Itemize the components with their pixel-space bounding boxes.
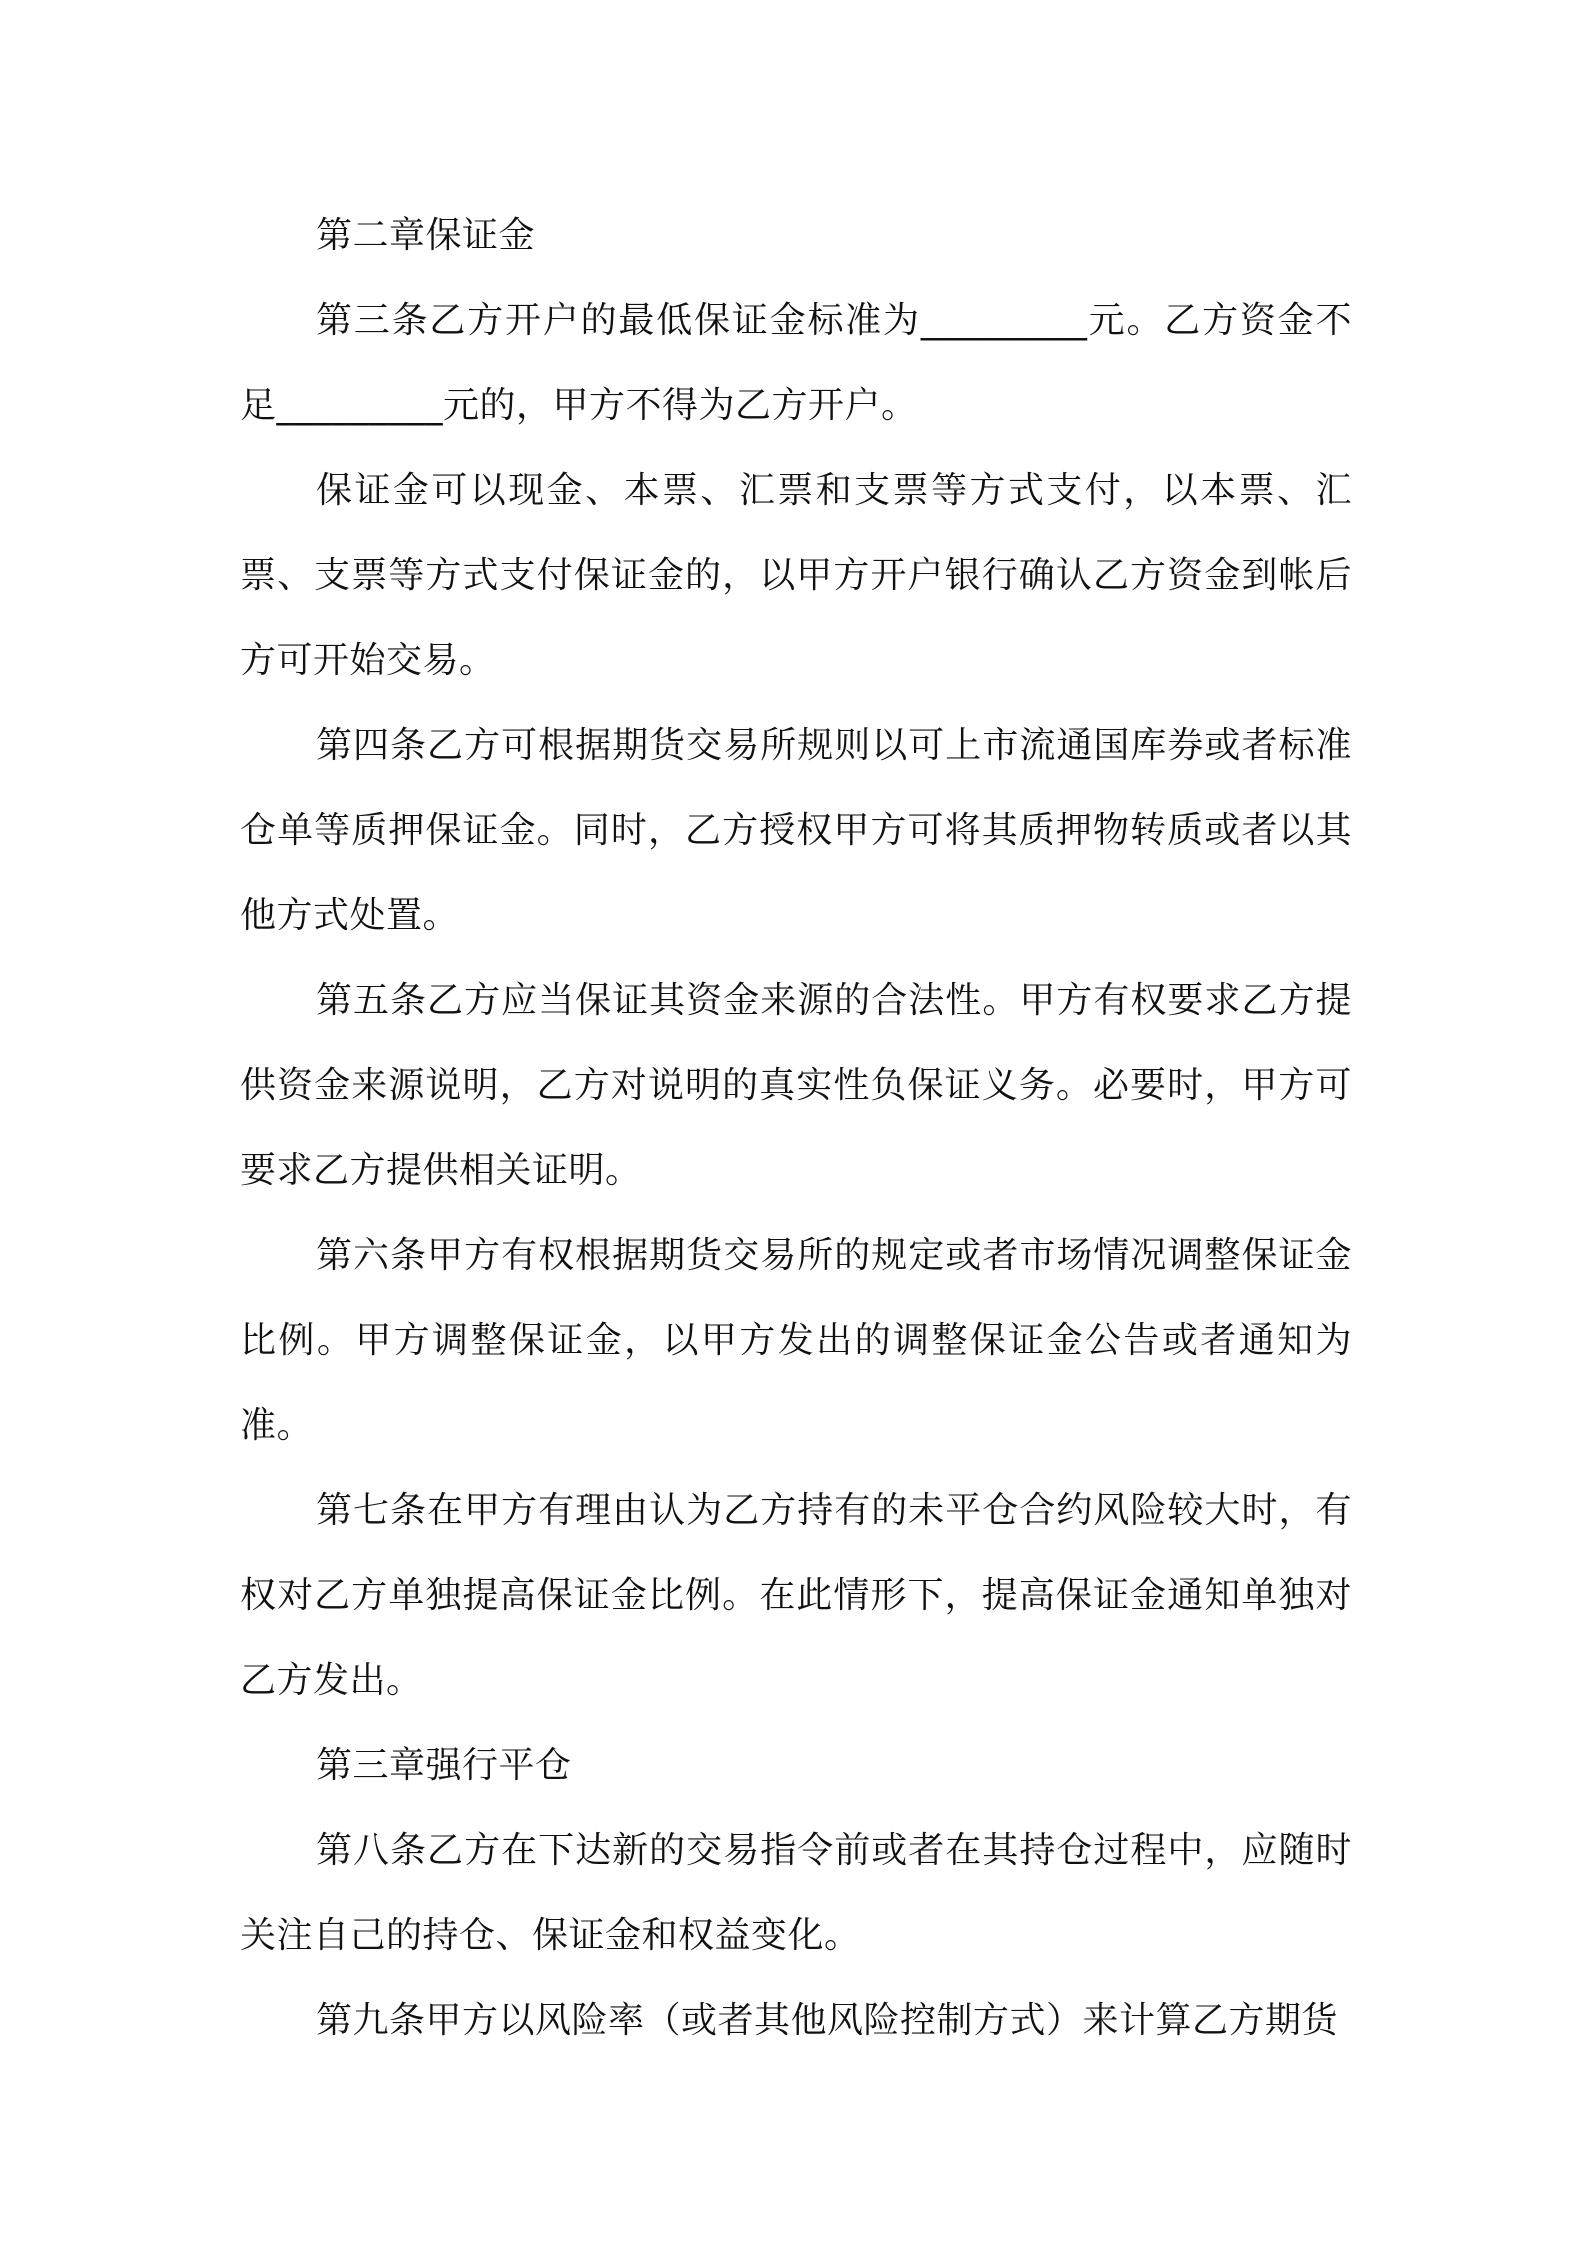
chapter-heading: 第三章强行平仓 <box>316 1745 572 1786</box>
document-body <box>240 193 1352 2063</box>
chapter-heading: 第二章保证金 <box>316 215 536 256</box>
article-paragraph: 第九条甲方以风险率（或者其他风险控制方式）来计算乙方期货 <box>316 2000 1339 2041</box>
article-paragraph: 第六条甲方有权根据期货交易所的规定或者市场情况调整保证金比例。甲方调整保证金，以甲方发出的调整保证金公告或者通知为准。 <box>240 1235 1352 1446</box>
article-paragraph: 第五条乙方应当保证其资金来源的合法性。甲方有权要求乙方提供资金来源说明，乙方对说明的真实性负保证义务。必要时，甲方可要求乙方提供相关证明。 <box>240 980 1352 1191</box>
article-paragraph: 第三条乙方开户的最低保证金标准为_________元。乙方资金不足_________元的，甲方不得为乙方开户。 <box>240 300 1352 426</box>
article-paragraph: 第七条在甲方有理由认为乙方持有的未平仓合约风险较大时，有权对乙方单独提高保证金比例。在此情形下，提高保证金通知单独对乙方发出。 <box>240 1490 1352 1701</box>
article-paragraph: 第八条乙方在下达新的交易指令前或者在其持仓过程中，应随时关注自己的持仓、保证金和权益变化。 <box>240 1830 1352 1956</box>
article-paragraph: 第四条乙方可根据期货交易所规则以可上市流通国库券或者标准仓单等质押保证金。同时，乙方授权甲方可将其质押物转质或者以其他方式处置。 <box>240 725 1352 936</box>
article-paragraph: 保证金可以现金、本票、汇票和支票等方式支付，以本票、汇票、支票等方式支付保证金的，以甲方开户银行确认乙方资金到帐后方可开始交易。 <box>240 470 1352 681</box>
